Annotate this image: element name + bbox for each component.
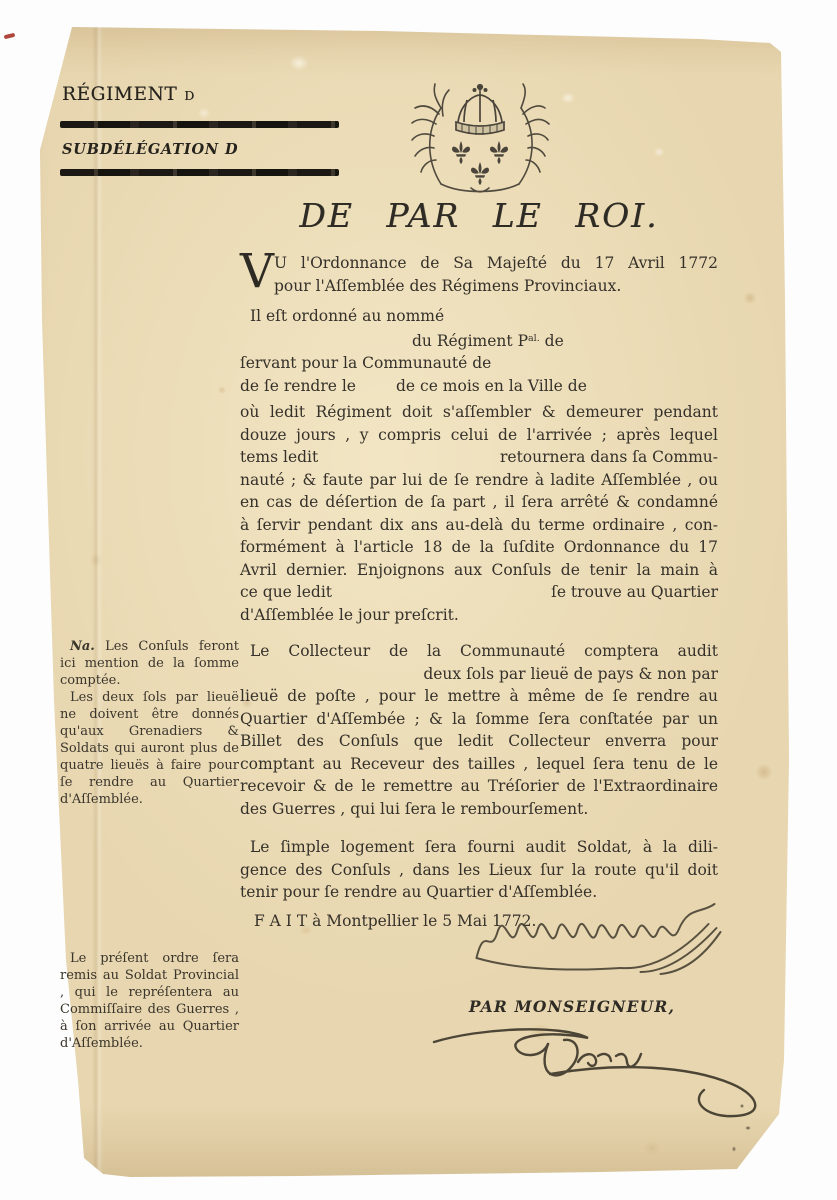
body-column: [240, 244, 718, 932]
body-line: nauté ; & faute par lui de ſe rendre à ladite Aſſemblée , ou: [240, 470, 718, 489]
body-line: deux ſols par lieuë de pays & non par: [423, 664, 718, 683]
regiment-value: D: [184, 88, 195, 103]
body-line: U l'Ordonnance de Sa Majeſté du 17 Avril 1772: [274, 254, 718, 272]
body-line: recevoir & de le remettre au Tréſorier de l'Extraordinaire: [240, 777, 718, 795]
body-line: formément à l'article 18 de la ſuſdite Ordonnance du 17: [240, 538, 718, 556]
body-line: Quartier d'Aſſembée ; & la ſomme ſera conſtatée par un: [240, 709, 718, 728]
subdelegation-label: SUBDÉLÉGATION: [62, 141, 219, 158]
dropcap-initial: V: [240, 244, 274, 299]
subdelegation-header: [62, 141, 238, 158]
body-line: des Guerres , qui lui ſera le rembourſement.: [240, 799, 589, 818]
nota-label: Na.: [70, 639, 95, 654]
body-line: tems ledit retournera dans ſa Commu-: [240, 448, 718, 466]
body-line: à ſervir pendant dix ans au-delà du terme ordinaire , con-: [240, 515, 718, 534]
body-line: Il eſt ordonné au nommé: [250, 307, 445, 325]
body-line: gence des Conſuls , dans les Lieux ſur la route qu'il doit: [240, 860, 718, 879]
handwritten-signature-daru: [430, 1012, 775, 1124]
body-line: Avril dernier. Enjoignons aux Conſuls de tenir la main à: [240, 560, 718, 579]
printed-rule-bottom: [60, 169, 339, 176]
margin-note-paragraph: [60, 638, 239, 689]
margin-note-text: Les Conſuls feront ici mention de la ſomme comptée.: [60, 639, 239, 688]
royal-emblem-icon: [405, 80, 555, 198]
subdelegation-value: D: [224, 141, 239, 158]
margin-note-consuls: [60, 638, 239, 808]
body-line: d'Aſſemblée le jour preſcrit.: [240, 605, 459, 624]
body-line: ce que ledit ſe trouve au Quartier: [240, 583, 718, 601]
margin-note-paragraph: Le préſent ordre ſera remis au Soldat Provincial , qui le repréſentera au Commiſſaire des Guerres , à ſon arrivée au Quartier d'Aſſemblée.: [60, 951, 239, 1051]
regiment-label: RÉGIMENT: [62, 84, 178, 105]
body-line: pour l'Aſſemblée des Régimens Provinciaux.: [274, 276, 622, 295]
body-line: où ledit Régiment doit s'aſſembler & demeurer pendant: [240, 403, 718, 421]
body-line: en cas de déſertion de ſa part , il ſera arrêté & condamné: [240, 493, 718, 511]
body-line: de ſe rendre le de ce mois en la Ville de: [240, 376, 587, 395]
body-line: ſervant pour la Communauté de: [240, 354, 492, 372]
document-title: DE PAR LE ROI.: [299, 196, 659, 235]
body-line: lieuë de poſte , pour le mettre à même de ſe rendre au: [240, 687, 718, 705]
body-line: Billet des Conſuls que ledit Collecteur enverra pour: [240, 732, 718, 750]
body-line: tenir pour ſe rendre au Quartier d'Aſſemblée.: [240, 883, 598, 901]
body-line: Le ſimple logement ſera fourni audit Soldat, à la dili-: [250, 838, 718, 856]
regiment-header: [62, 84, 195, 105]
body-line: F A I T à Montpellier le 5 Mai 1772.: [254, 911, 537, 930]
handwritten-signature-top: [468, 898, 733, 983]
margin-note-paragraph: Les deux ſols par lieuë ne doivent être donnés qu'aux Grenadiers & Soldats qui auront plus de quatre lieuës à faire pour ſe rendre au Quartier d'Aſſemblée.: [60, 690, 239, 807]
body-line: douze jours , y compris celui de l'arrivée ; après lequel: [240, 425, 718, 444]
body-line: comptant au Receveur des tailles , lequel ſera tenu de le: [240, 754, 718, 773]
body-line: du Régiment $P^{al.}$ de: [412, 331, 564, 350]
margin-note-ordre: [60, 950, 239, 1052]
body-line: Le Collecteur de la Communauté comptera audit: [250, 642, 718, 660]
par-monseigneur-label: PAR MONSEIGNEUR,: [468, 997, 676, 1016]
printed-rule-top: [60, 121, 339, 128]
